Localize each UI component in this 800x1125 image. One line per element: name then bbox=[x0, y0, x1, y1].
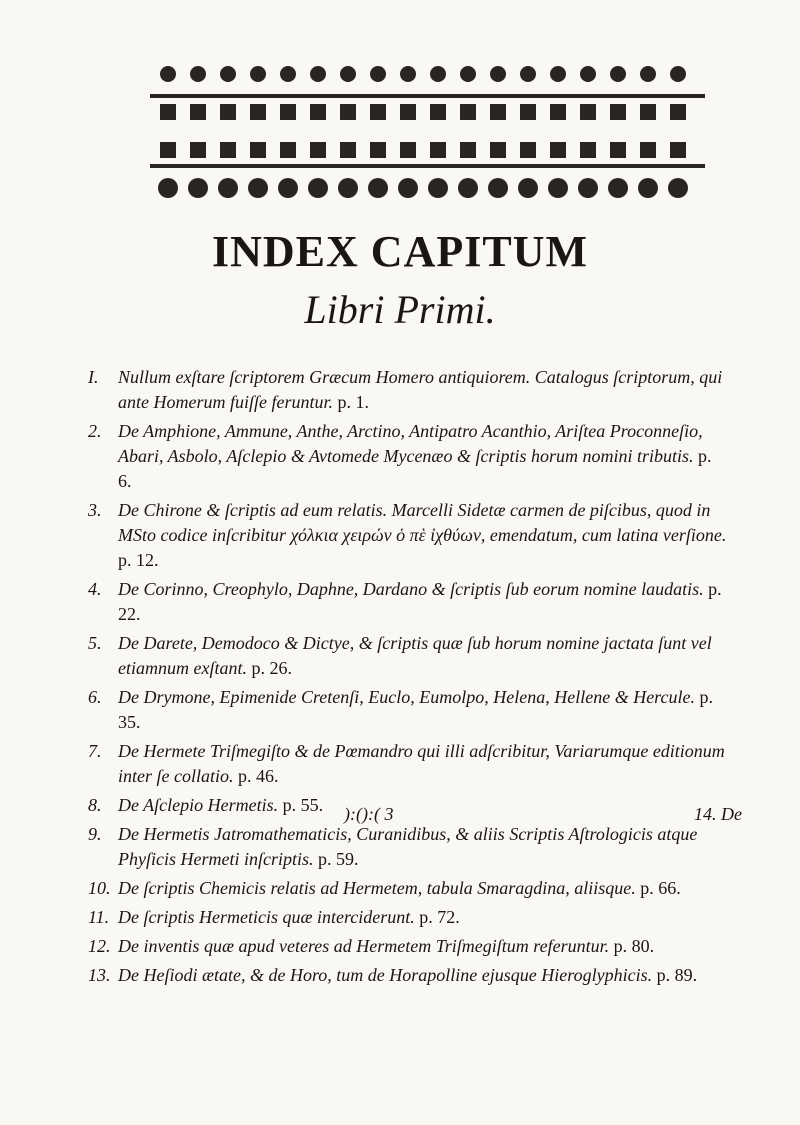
catchword: 14. De bbox=[694, 804, 742, 824]
entry-text: De Heſiodi ætate, & de Horo, tum de Horapolline ejusque Hieroglyphicis. bbox=[118, 965, 653, 985]
entry-text: De inventis quæ apud veteres ad Hermetem Triſmegiſtum referuntur. bbox=[118, 936, 610, 956]
index-entry bbox=[88, 822, 728, 872]
entry-text: De Hermete Triſmegiſto & de Pœmandro qui illi adſcribitur, Variarumque editionum inter ſe collatio. bbox=[118, 741, 725, 786]
entry-number: 4. bbox=[88, 579, 102, 599]
signature-mark: ):():( 3 bbox=[344, 804, 394, 824]
entry-number: 3. bbox=[88, 500, 102, 520]
entry-text: De ſcriptis Chemicis relatis ad Hermetem, tabula Smaragdina, aliisque. bbox=[118, 878, 636, 898]
entry-text: De Aſclepio Hermetis. bbox=[118, 795, 279, 815]
index-entry bbox=[88, 685, 728, 735]
index-entry bbox=[88, 419, 728, 494]
entry-number: 7. bbox=[88, 741, 102, 761]
entry-number: 9. bbox=[88, 824, 102, 844]
entry-page: p. 66. bbox=[640, 878, 681, 898]
chapter-index-list bbox=[88, 365, 728, 992]
page-title: INDEX CAPITUM bbox=[212, 227, 588, 276]
entry-page: p. 1. bbox=[337, 392, 369, 412]
entry-page: p. 35. bbox=[118, 687, 714, 732]
index-entry bbox=[88, 963, 728, 988]
entry-page: p. 22. bbox=[118, 579, 722, 624]
entry-page: p. 89. bbox=[656, 965, 698, 985]
entry-text: De Darete, Demodoco & Dictye, & ſcriptis quæ ſub horum nomine jactata ſunt vel etiamnum exſtant. bbox=[118, 633, 712, 678]
entry-number: 8. bbox=[88, 795, 102, 815]
page-subtitle: Libri Primi. bbox=[304, 287, 496, 332]
entry-number: 12. bbox=[88, 936, 111, 956]
index-entry bbox=[88, 905, 728, 930]
entry-page: p. 55. bbox=[282, 795, 324, 815]
entry-page: p. 12. bbox=[118, 550, 159, 570]
entry-page: p. 26. bbox=[251, 658, 292, 678]
index-entry bbox=[88, 793, 728, 818]
index-entry bbox=[88, 631, 728, 681]
entry-page: p. 59. bbox=[317, 849, 359, 869]
entry-number: 2. bbox=[88, 421, 102, 441]
entry-number: 10. bbox=[88, 878, 111, 898]
index-entry bbox=[88, 498, 728, 573]
entry-page: p. 80. bbox=[613, 936, 655, 956]
index-entry bbox=[88, 739, 728, 789]
index-entry bbox=[88, 876, 728, 901]
decorative-headpiece-bottom bbox=[150, 140, 705, 210]
entry-page: p. 46. bbox=[237, 766, 279, 786]
index-entry bbox=[88, 577, 728, 627]
entry-text: De ſcriptis Hermeticis quæ interciderunt. bbox=[118, 907, 415, 927]
entry-text: Nullum exſtare ſcriptorem Græcum Homero antiquiorem. Catalogus ſcriptorum, qui ante Homerum fuiſſe feruntur. bbox=[118, 367, 723, 412]
index-entry bbox=[88, 365, 728, 415]
entry-text: De Corinno, Creophylo, Daphne, Dardano & ſcriptis ſub eorum nomine laudatis. bbox=[118, 579, 704, 599]
entry-text: De Amphione, Ammune, Anthe, Arctino, Antipatro Acanthio, Ariſtea Proconneſio, Abari, Asbolo, Aſclepio & Avtomede Mycenæo & ſcriptis horum nomini tributis. bbox=[118, 421, 703, 466]
entry-text: De Hermetis Jatromathematicis, Curanidibus, & aliis Scriptis Aſtrologicis atque Phyſicis Hermeti inſcriptis. bbox=[118, 824, 698, 869]
entry-page: p. 6. bbox=[118, 446, 712, 491]
entry-text: De Chirone & ſcriptis ad eum relatis. Marcelli Sidetæ carmen de piſcibus, quod in MSto codice inſcribitur χόλκια χειρών ὁ πὲ ἰχθύων, emendatum, cum latina verſione. bbox=[118, 500, 727, 545]
entry-page: p. 72. bbox=[419, 907, 460, 927]
entry-text: De Drymone, Epimenide Cretenſi, Euclo, Eumolpo, Helena, Hellene & Hercule. bbox=[118, 687, 696, 707]
entry-number: 5. bbox=[88, 633, 102, 653]
entry-number: 11. bbox=[88, 907, 110, 927]
decorative-headpiece-top bbox=[150, 62, 705, 130]
entry-number: I. bbox=[88, 367, 99, 387]
index-entry bbox=[88, 934, 728, 959]
entry-number: 13. bbox=[88, 965, 111, 985]
entry-number: 6. bbox=[88, 687, 102, 707]
